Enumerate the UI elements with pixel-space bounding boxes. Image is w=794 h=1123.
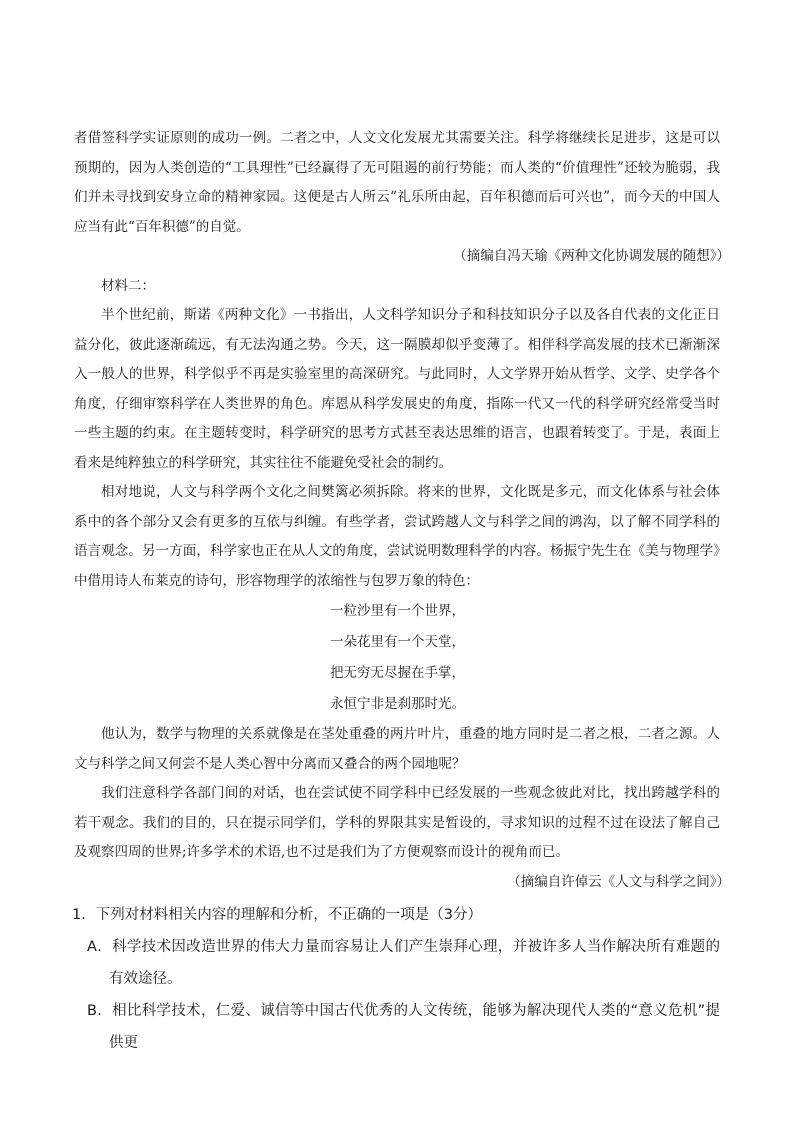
material2-paragraph-4: 我们注意科学各部门间的对话，也在尝试使不同学科中已经发展的一些观念彼此对比，找出跨越学科的若干观念。我们的目的，只在提示同学们，学科的界限其实是暂设的，寻求知识的过程不过在设法了解自己及观察四周的世界;许多学术的术语,也不过是我们为了方便观察而设计的视角而已。 <box>74 785 720 860</box>
material2-label: 材料二： <box>101 277 155 294</box>
material2-paragraph-3: 他认为，数学与物理的关系就像是在茎处重叠的两片叶片，重叠的地方同时是二者之根，二者之源。人文与科学之间又何尝不是人类心智中分离而又叠合的两个园地呢？ <box>74 726 720 772</box>
poem-line-2: 一朵花里有一个天堂， <box>330 634 465 650</box>
question-1-option-b: B．相比科学技术，仁爱、诚信等中国古代优秀的人文传统，能够为解决现代人类的“意义危机”提供更 <box>87 1003 720 1051</box>
material1-source: （摘编自冯天瑜《两种文化协调发展的随想》） <box>453 248 730 264</box>
poem-block <box>74 596 720 720</box>
material2-paragraph-1: 半个世纪前，斯诺《两种文化》一书指出，人文科学知识分子和科技知识分子以及各自代表的文化正日益分化，彼此逐渐疏远，有无法沟通之势。今天，这一隔膜却似乎变薄了。相伴科学高发展的技术已渐渐深入一般人的世界，科学似乎不再是实验室里的高深研究。与此同时，人文学界开始从哲学、文学、史学各个角度，仔细审察科学在人类世界的角色。库恩从科学发展史的角度，指陈一代又一代的科学研究经常受当时一些主题的约束。在主题转变时，科学研究的思考方式甚至表达思维的语言，也跟着转变了。于是，表面上看来是纯粹独立的科学研究，其实往往不能避免受社会的制约。 <box>74 307 720 471</box>
material2-paragraph-2: 相对地说，人文与科学两个文化之间樊篱必须拆除。将来的世界，文化既是多元，而文化体系与社会体系中的各个部分又会有更多的互依与纠缠。有些学者，尝试跨越人文与科学之间的鸿沟，以了解不同学科的语言观念。另一方面，科学家也正在从人文的角度，尝试说明数理科学的内容。杨振宁先生在《美与物理学》中借用诗人布莱克的诗句，形容物理学的浓缩性与包罗万象的特色： <box>74 484 720 589</box>
question-1 <box>74 899 720 1059</box>
document-page <box>72 124 730 1059</box>
poem-line-4: 永恒宁非是刹那时光。 <box>330 696 465 712</box>
question-1-stem: 1．下列对材料相关内容的理解和分析，不正确的一项是（3分） <box>72 907 482 923</box>
material2-source: （摘编自许倬云《人文与科学之间》） <box>507 873 730 890</box>
poem-line-3: 把无穷无尽握在手掌， <box>330 665 465 681</box>
poem-line-1: 一粒沙里有一个世界， <box>330 603 465 619</box>
question-1-option-a: A．科学技术因改造世界的伟大力量而容易让人们产生崇拜心理，并被许多人当作解决所有难题的有效途径。 <box>87 939 720 987</box>
material1-paragraph-end: 者借签科学实证原则的成功一例。二者之中，人文文化发展尤其需要关注。科学将继续长足进步，这是可以预期的，因为人类创造的“工具理性”已经赢得了无可阻遏的前行势能；而人类的“价值理性”还较为脆弱，我们并未寻找到安身立命的精神家园。这便是古人所云“礼乐所由起，百年积德而后可兴也”，而今天的中国人应当有此“百年积德”的自觉。 <box>74 130 720 235</box>
